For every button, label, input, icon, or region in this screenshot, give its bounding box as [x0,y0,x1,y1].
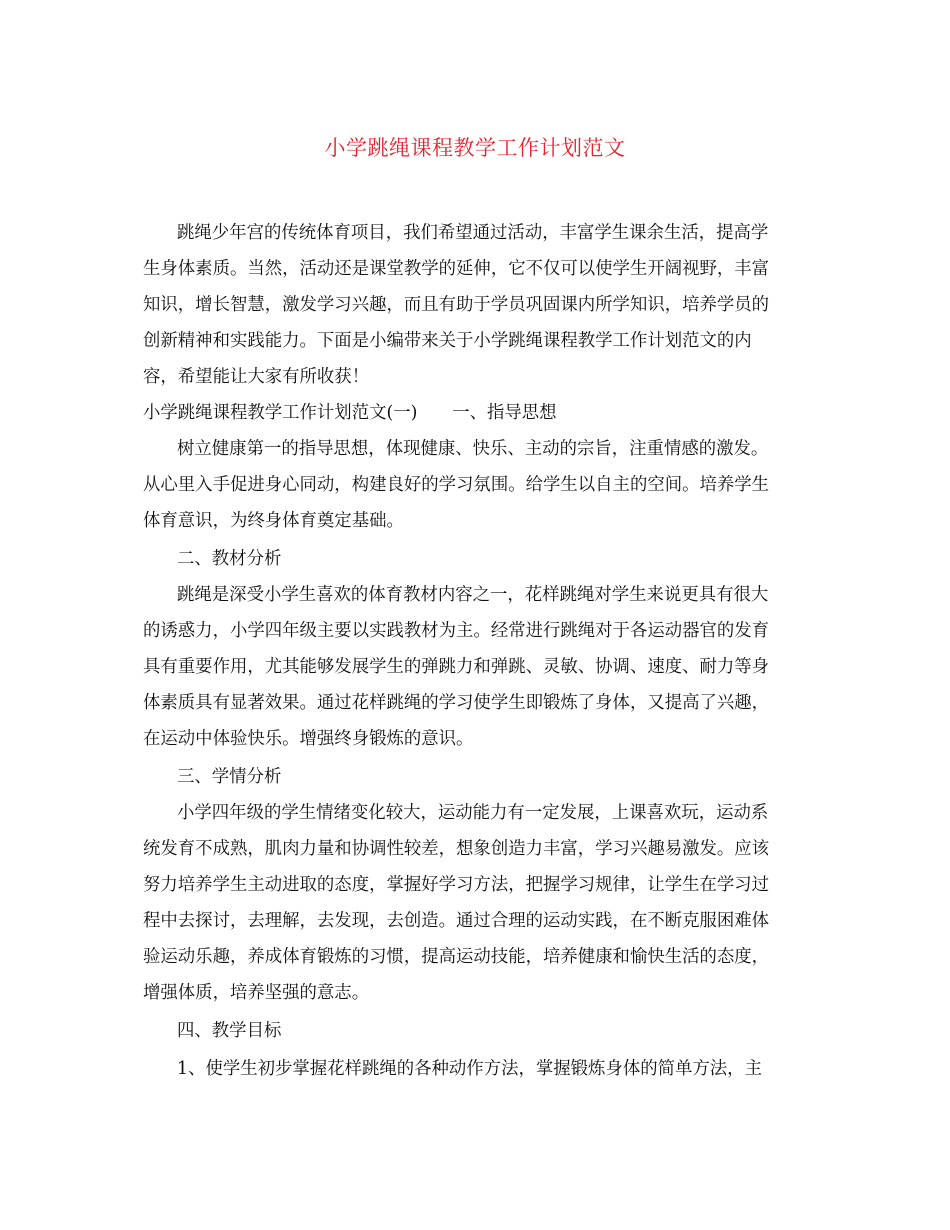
body-line: 容，希望能让大家有所收获！ [143,367,370,387]
body-line: 体育意识，为终身体育奠定基础。 [143,511,404,531]
document-title: 小学跳绳课程教学工作计划范文 [324,136,626,160]
body-line: 统发育不成熟，肌肉力量和协调性较差，想象创造力丰富，学习兴趣易激发。应该 [143,839,770,859]
section-heading: 三、学情分析 [177,767,282,787]
body-line: 具有重要作用，尤其能够发展学生的弹跳力和弹跳、灵敏、协调、速度、耐力等身 [143,657,770,677]
body-line: 增强体质，培养坚强的意志。 [143,983,370,1003]
body-line: 在运动中体验快乐。增强终身锻炼的意识。 [143,729,474,749]
body-line: 的诱惑力，小学四年级主要以实践教材为主。经常进行跳绳对于各运动器官的发育 [143,621,770,641]
body-line: 努力培养学生主动进取的态度，掌握好学习方法，把握学习规律，让学生在学习过 [143,875,770,895]
section-heading: 二、教材分析 [177,549,282,569]
body-line: 跳绳少年宫的传统体育项目，我们希望通过活动，丰富学生课余生活，提高学 [177,223,769,243]
body-line: 程中去探讨，去理解，去发现，去创造。通过合理的运动实践，在不断克服困难体 [143,911,770,931]
body-line: 验运动乐趣，养成体育锻炼的习惯，提高运动技能，培养健康和愉快生活的态度， [143,947,770,967]
body-line: 跳绳是深受小学生喜欢的体育教材内容之一，花样跳绳对学生来说更具有很大 [177,585,769,605]
body-line: 树立健康第一的指导思想，体现健康、快乐、主动的宗旨，注重情感的激发。 [177,439,769,459]
section-heading: 小学跳绳课程教学工作计划范文(一) 一、指导思想 [143,403,557,423]
body-line: 小学四年级的学生情绪变化较大，运动能力有一定发展，上课喜欢玩，运动系 [177,803,769,823]
body-line: 创新精神和实践能力。下面是小编带来关于小学跳绳课程教学工作计划范文的内 [143,331,752,351]
body-line: 知识，增长智慧，激发学习兴趣，而且有助于学员巩固课内所学知识，培养学员的 [143,295,770,315]
body-line: 从心里入手促进身心同动，构建良好的学习氛围。给学生以自主的空间。培养学生 [143,475,770,495]
section-heading: 四、教学目标 [177,1021,282,1041]
body-line: 1、使学生初步掌握花样跳绳的各种动作方法，掌握锻炼身体的简单方法，主 [177,1059,762,1079]
body-line: 生身体素质。当然，活动还是课堂教学的延伸，它不仅可以使学生开阔视野，丰富 [143,259,770,279]
body-line: 体素质具有显著效果。通过花样跳绳的学习使学生即锻炼了身体，又提高了兴趣， [143,693,770,713]
